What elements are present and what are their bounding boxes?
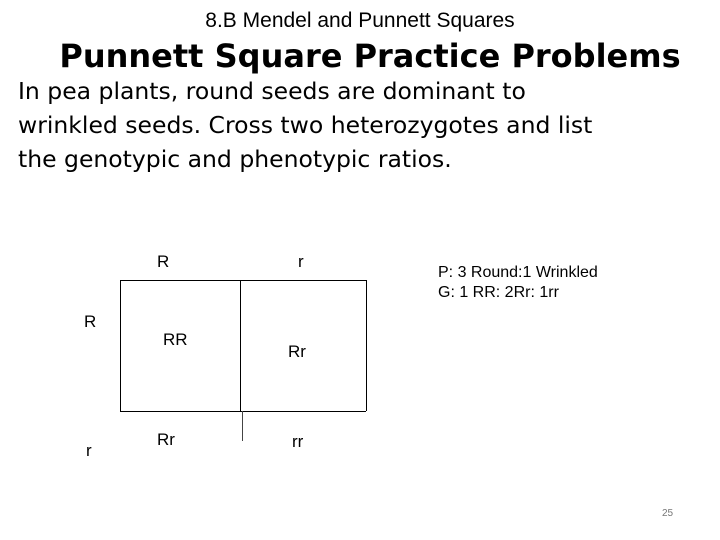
- problem-line-2: wrinkled seeds. Cross two heterozygotes and list: [18, 111, 593, 139]
- grid-line-lower-stub: [242, 411, 243, 441]
- cell-rr-recessive: rr: [292, 432, 304, 451]
- phenotypic-ratio: P: 3 Round:1 Wrinkled: [438, 264, 598, 281]
- cell-rr-dominant: RR: [163, 330, 188, 349]
- grid-line-center: [240, 280, 241, 411]
- top-allele-1: R: [157, 252, 170, 271]
- grid-line-middle: [120, 411, 366, 412]
- problem-line-1: In pea plants, round seeds are dominant to: [18, 77, 526, 105]
- cell-heterozygous-top: Rr: [288, 342, 306, 361]
- side-allele-1: R: [84, 312, 97, 331]
- grid-line-top: [120, 280, 366, 281]
- section-header: 8.B Mendel and Punnett Squares: [205, 9, 515, 32]
- top-allele-2: r: [298, 252, 304, 271]
- cell-heterozygous-bottom: Rr: [157, 430, 175, 449]
- problem-line-3: the genotypic and phenotypic ratios.: [18, 145, 452, 173]
- side-allele-2: r: [86, 441, 92, 460]
- problem-statement: [18, 74, 708, 176]
- slide-title: Punnett Square Practice Problems: [59, 37, 681, 75]
- grid-line-left: [120, 280, 121, 411]
- page-number: 25: [662, 508, 674, 519]
- grid-line-right: [366, 280, 367, 411]
- genotypic-ratio: G: 1 RR: 2Rr: 1rr: [438, 284, 559, 301]
